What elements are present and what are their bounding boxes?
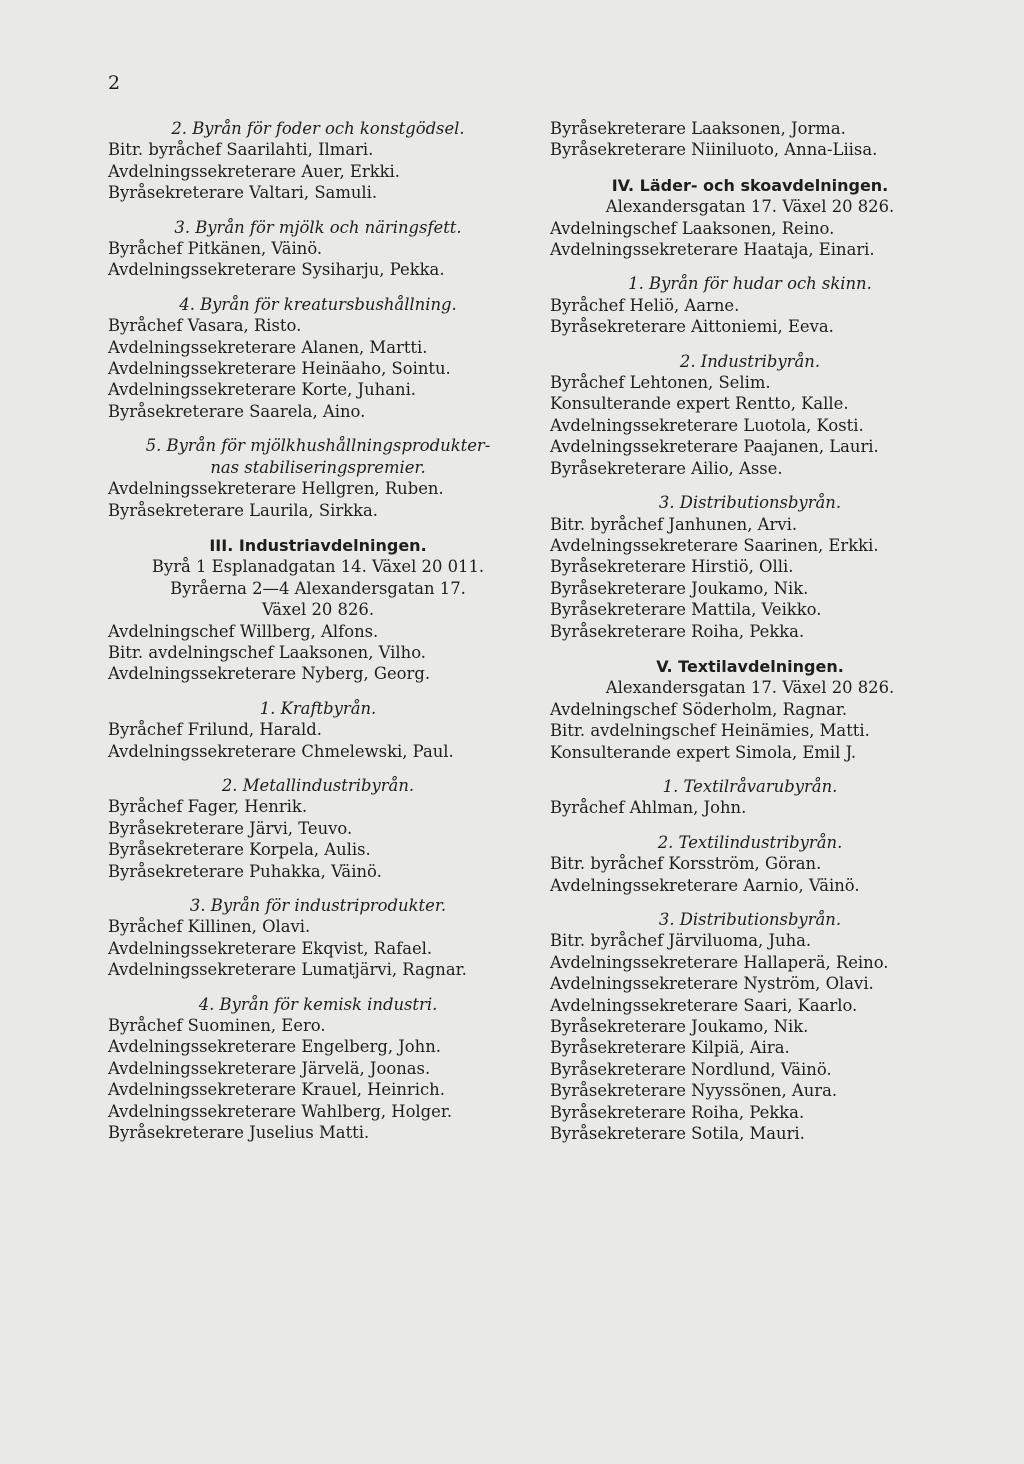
entry-line: Avdelningssekreterare Wahlberg, Holger. xyxy=(108,1101,453,1121)
entry-line: Byråsekreterare Laurila, Sirkka. xyxy=(108,500,379,520)
entry-line: Byråsekreterare Nordlund, Väinö. xyxy=(550,1059,832,1079)
entry-line: Avdelningssekreterare Hellgren, Ruben. xyxy=(108,479,444,499)
entry-line: Avdelningssekreterare Nyström, Olavi. xyxy=(550,974,874,994)
department-heading: III. Industriavdelningen. xyxy=(209,535,427,555)
entry-line: Bitr. byråchef Janhunen, Arvi. xyxy=(550,514,798,534)
address-line: Byrå 1 Esplanadgatan 14. Växel 20 011. xyxy=(151,557,485,577)
address-line: Byråerna 2—4 Alexandersgatan 17. xyxy=(170,578,466,598)
page-number: 2 xyxy=(108,72,121,94)
entry-line: Byråchef Frilund, Harald. xyxy=(108,720,322,740)
entry-line: Avdelningssekreterare Alanen, Martti. xyxy=(108,337,428,357)
entry-line: Byråchef Lehtonen, Selim. xyxy=(550,373,771,393)
entry-line: Byråsekreterare Ailio, Asse. xyxy=(550,458,783,478)
entry-line: Byråsekreterare Saarela, Aino. xyxy=(108,401,366,421)
right-column xyxy=(550,118,950,1144)
entry-line: Byråsekreterare Hirstiö, Olli. xyxy=(550,557,794,577)
entry-line: Byråsekreterare Niiniluoto, Anna-Liisa. xyxy=(550,140,878,160)
entry-line: Bitr. byråchef Saarilahti, Ilmari. xyxy=(108,140,374,160)
entry-line: Byråsekreterare Järvi, Teuvo. xyxy=(108,818,353,838)
entry-line: Avdelningssekreterare Haataja, Einari. xyxy=(550,240,875,260)
entry-line: Avdelningssekreterare Nyberg, Georg. xyxy=(108,664,431,684)
bureau-heading: 5. Byrån för mjölkhushållningsprodukter- xyxy=(145,436,491,456)
entry-line: Avdelningssekreterare Saari, Kaarlo. xyxy=(550,995,858,1015)
address-line: Växel 20 826. xyxy=(261,600,375,620)
entry-line: Byråchef Ahlman, John. xyxy=(550,798,747,818)
entry-line: Avdelningssekreterare Krauel, Heinrich. xyxy=(108,1080,445,1100)
entry-line: Byråchef Heliö, Aarne. xyxy=(550,295,740,315)
entry-line: Avdelningssekreterare Korte, Juhani. xyxy=(108,380,417,400)
bureau-heading: 2. Industribyrån. xyxy=(679,351,821,371)
bureau-heading: 1. Byrån för hudar och skinn. xyxy=(628,274,872,294)
entry-line: Avdelningssekreterare Chmelewski, Paul. xyxy=(108,741,454,761)
entry-line: Konsulterande expert Simola, Emil J. xyxy=(550,742,857,762)
bureau-heading: 3. Distributionsbyrån. xyxy=(658,493,842,513)
entry-line: Avdelningssekreterare Paajanen, Lauri. xyxy=(550,437,879,457)
entry-line: Byråsekreterare Kilpiä, Aira. xyxy=(550,1038,790,1058)
entry-line: Avdelningschef Willberg, Alfons. xyxy=(108,621,379,641)
entry-line: Bitr. avdelningschef Heinämies, Matti. xyxy=(550,721,870,741)
entry-line: Avdelningssekreterare Ekqvist, Rafael. xyxy=(108,938,433,958)
bureau-heading: 3. Distributionsbyrån. xyxy=(658,910,842,929)
entry-line: Byråsekreterare Joukamo, Nik. xyxy=(550,578,809,598)
entry-line: Avdelningssekreterare Lumatjärvi, Ragnar. xyxy=(108,960,467,980)
bureau-heading: 4. Byrån för kreatursbushållning. xyxy=(179,294,457,314)
left-column xyxy=(108,118,528,1143)
bureau-heading: 3. Byrån för mjölk och näringsfett. xyxy=(174,217,462,237)
bureau-heading: 1. Kraftbyrån. xyxy=(259,698,377,718)
entry-line: Avdelningschef Söderholm, Ragnar. xyxy=(550,699,848,719)
entry-line: Bitr. avdelningschef Laaksonen, Vilho. xyxy=(108,642,427,662)
entry-line: Byråchef Killinen, Olavi. xyxy=(108,917,311,937)
entry-line: Avdelningssekreterare Auer, Erkki. xyxy=(108,161,401,181)
entry-line: Byråsekreterare Valtari, Samuli. xyxy=(108,183,378,203)
bureau-heading-cont: nas stabiliseringspremier. xyxy=(210,457,426,477)
entry-line: Byråsekreterare Juselius Matti. xyxy=(108,1123,370,1143)
entry-line: Avdelningssekreterare Saarinen, Erkki. xyxy=(550,535,879,555)
bureau-heading: 2. Textilindustribyrån. xyxy=(657,832,843,852)
entry-line: Avdelningssekreterare Luotola, Kosti. xyxy=(550,415,864,435)
entry-line: Byråsekreterare Joukamo, Nik. xyxy=(550,1017,809,1037)
department-heading: IV. Läder- och skoavdelningen. xyxy=(611,175,889,195)
entry-line: Avdelningssekreterare Hallaperä, Reino. xyxy=(550,952,889,972)
bureau-heading: 2. Metallindustribyrån. xyxy=(221,775,415,795)
bureau-heading: 4. Byrån för kemisk industri. xyxy=(198,994,438,1014)
entry-line: Avdelningssekreterare Aarnio, Väinö. xyxy=(550,875,860,895)
entry-line: Byråsekreterare Nyyssönen, Aura. xyxy=(550,1081,838,1101)
entry-line: Bitr. byråchef Järviluoma, Juha. xyxy=(550,931,812,951)
entry-line: Avdelningschef Laaksonen, Reino. xyxy=(550,218,835,238)
address-line: Alexandersgatan 17. Växel 20 826. xyxy=(605,197,895,217)
entry-line: Avdelningssekreterare Sysiharju, Pekka. xyxy=(108,260,445,280)
address-line: Alexandersgatan 17. Växel 20 826. xyxy=(605,678,895,698)
department-heading: V. Textilavdelningen. xyxy=(656,656,844,676)
entry-line: Byråchef Vasara, Risto. xyxy=(108,316,302,336)
entry-line: Byråsekreterare Roiha, Pekka. xyxy=(550,1102,805,1122)
entry-line: Byråsekreterare Roiha, Pekka. xyxy=(550,621,805,641)
bureau-heading: 2. Byrån för foder och konstgödsel. xyxy=(171,119,465,138)
entry-line: Byråchef Fager, Henrik. xyxy=(108,797,308,817)
entry-line: Byråsekreterare Sotila, Mauri. xyxy=(550,1124,805,1144)
entry-line: Konsulterande expert Rentto, Kalle. xyxy=(550,394,849,414)
bureau-heading: 3. Byrån för industriprodukter. xyxy=(189,896,447,915)
entry-line: Byråchef Pitkänen, Väinö. xyxy=(108,239,323,259)
entry-line: Byråsekreterare Puhakka, Väinö. xyxy=(108,861,382,881)
entry-line: Byråsekreterare Korpela, Aulis. xyxy=(108,840,371,860)
entry-line: Byråsekreterare Aittoniemi, Eeva. xyxy=(550,317,834,337)
bureau-heading: 1. Textilråvarubyrån. xyxy=(662,776,838,796)
entry-line: Bitr. byråchef Korsström, Göran. xyxy=(550,854,822,874)
entry-line: Avdelningssekreterare Järvelä, Joonas. xyxy=(108,1058,431,1078)
entry-line: Avdelningssekreterare Heinäaho, Sointu. xyxy=(108,359,451,379)
entry-line: Byråsekreterare Mattila, Veikko. xyxy=(550,600,822,620)
entry-line: Avdelningssekreterare Engelberg, John. xyxy=(108,1037,441,1057)
entry-line: Byråchef Suominen, Eero. xyxy=(108,1016,326,1036)
entry-line: Byråsekreterare Laaksonen, Jorma. xyxy=(550,119,846,138)
